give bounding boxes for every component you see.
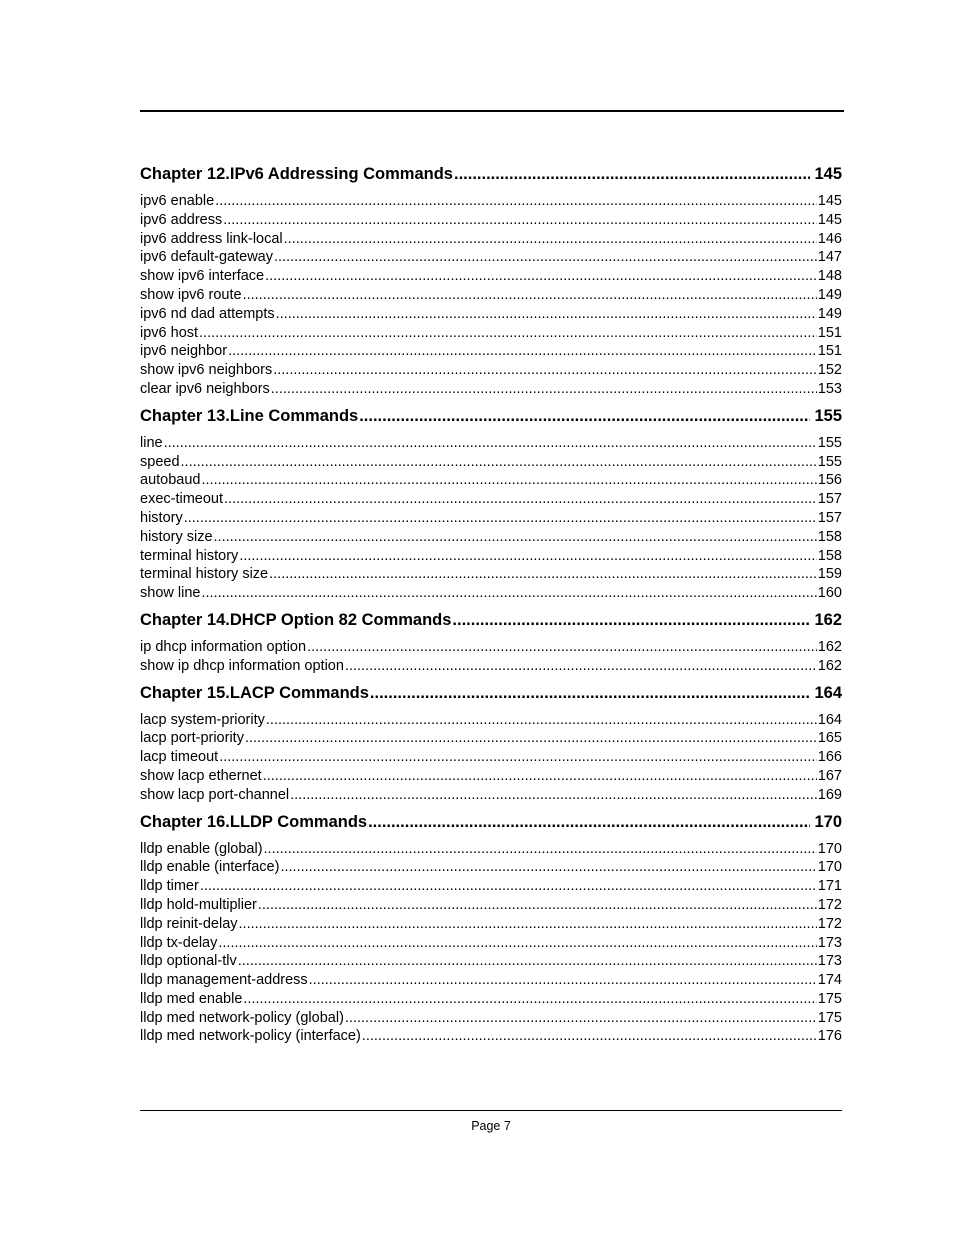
entry-title: show line (140, 585, 201, 602)
entry-title: lldp optional-tlv (140, 953, 237, 970)
dot-leader (263, 767, 817, 786)
chapter-title: Chapter 16.LLDP Commands (140, 812, 368, 831)
entry-title: lacp system-priority (140, 711, 265, 728)
entry-title: lldp timer (140, 878, 199, 895)
entry-title: show lacp port-channel (140, 786, 290, 803)
toc-entry[interactable] (140, 1027, 842, 1046)
toc-entry[interactable] (140, 211, 842, 230)
toc-entry[interactable] (140, 877, 842, 896)
dot-leader (269, 565, 817, 584)
entry-title: lldp med network-policy (global) (140, 1009, 344, 1026)
toc-entry[interactable] (140, 248, 842, 267)
dot-leader (276, 305, 817, 324)
entry-page-number: 152 (817, 362, 842, 379)
entry-page-number: 165 (817, 730, 842, 747)
toc-entry[interactable] (140, 528, 842, 547)
chapter-heading[interactable] (140, 607, 842, 633)
dot-leader (266, 711, 817, 730)
chapter-page-number: 155 (814, 406, 842, 425)
dot-leader (345, 1009, 817, 1028)
entry-page-number: 175 (817, 1009, 842, 1026)
toc-entry[interactable] (140, 638, 842, 657)
entry-title: autobaud (140, 472, 201, 489)
entry-page-number: 160 (817, 585, 842, 602)
toc-chapter (140, 680, 842, 805)
toc-entry[interactable] (140, 990, 842, 1009)
entry-title: ipv6 neighbor (140, 343, 228, 360)
toc-entry[interactable] (140, 786, 842, 805)
dot-leader (201, 471, 816, 490)
dot-leader (452, 607, 810, 633)
toc-entry[interactable] (140, 657, 842, 676)
entry-title: show ipv6 interface (140, 268, 265, 285)
toc-chapter (140, 809, 842, 1047)
entry-title: show ipv6 neighbors (140, 362, 273, 379)
dot-leader (370, 680, 811, 706)
dot-leader (184, 509, 817, 528)
entry-page-number: 171 (817, 878, 842, 895)
dot-leader (280, 858, 816, 877)
entry-title: ipv6 host (140, 324, 199, 341)
dot-leader (359, 403, 810, 429)
toc-entry[interactable] (140, 380, 842, 399)
toc-entry[interactable] (140, 971, 842, 990)
dot-leader (219, 748, 817, 767)
toc-entry[interactable] (140, 509, 842, 528)
dot-leader (273, 361, 817, 380)
dot-leader (245, 729, 817, 748)
dot-leader (264, 840, 817, 859)
entry-page-number: 176 (817, 1028, 842, 1045)
chapter-title: Chapter 15.LACP Commands (140, 683, 369, 702)
entry-title: terminal history (140, 547, 239, 564)
entry-title: lldp enable (interface) (140, 859, 280, 876)
chapter-page-number: 164 (814, 683, 842, 702)
entry-title: ipv6 nd dad attempts (140, 305, 275, 322)
dot-leader (239, 915, 817, 934)
entry-page-number: 147 (817, 249, 842, 266)
entry-page-number: 170 (817, 840, 842, 857)
toc-entry[interactable] (140, 230, 842, 249)
dot-leader (239, 547, 816, 566)
entry-page-number: 156 (817, 472, 842, 489)
entry-page-number: 155 (817, 453, 842, 470)
entry-title: lldp med enable (140, 990, 243, 1007)
entry-page-number: 153 (817, 380, 842, 397)
header-rule (140, 110, 844, 112)
entry-page-number: 155 (817, 434, 842, 451)
toc-entry[interactable] (140, 915, 842, 934)
entry-page-number: 145 (817, 193, 842, 209)
dot-leader (215, 192, 817, 211)
entry-title: show ipv6 route (140, 286, 242, 303)
entry-title: show lacp ethernet (140, 767, 262, 784)
dot-leader (345, 657, 817, 676)
dot-leader (258, 896, 817, 915)
entry-page-number: 164 (817, 711, 842, 728)
dot-leader (223, 211, 817, 230)
entry-title: ipv6 default-gateway (140, 249, 273, 266)
dot-leader (362, 1027, 817, 1046)
toc-entry[interactable] (140, 934, 842, 953)
toc-entry[interactable] (140, 361, 842, 380)
dot-leader (274, 248, 817, 267)
dot-leader (181, 453, 817, 472)
chapter-heading[interactable] (140, 809, 842, 835)
entry-title: lldp med network-policy (interface) (140, 1028, 361, 1045)
toc-entry[interactable] (140, 896, 842, 915)
dot-leader (201, 584, 816, 603)
chapter-page-number: 145 (814, 165, 842, 183)
entry-page-number: 167 (817, 767, 842, 784)
entry-page-number: 158 (817, 528, 842, 545)
entry-title: ipv6 address link-local (140, 230, 283, 247)
entry-title: speed (140, 453, 180, 470)
toc-entry[interactable] (140, 192, 842, 211)
entry-page-number: 157 (817, 509, 842, 526)
entry-title: lacp port-priority (140, 730, 244, 747)
dot-leader (290, 786, 817, 805)
toc-entry[interactable] (140, 767, 842, 786)
entry-title: ipv6 enable (140, 193, 215, 209)
dot-leader (265, 267, 817, 286)
entry-page-number: 157 (817, 491, 842, 508)
entry-page-number: 146 (817, 230, 842, 247)
entry-page-number: 175 (817, 990, 842, 1007)
toc-entry[interactable] (140, 324, 842, 343)
toc-entry[interactable] (140, 547, 842, 566)
chapter-title: Chapter 14.DHCP Option 82 Commands (140, 610, 452, 629)
entry-title: lldp tx-delay (140, 934, 218, 951)
entry-title: lacp timeout (140, 749, 219, 766)
toc-entry[interactable] (140, 305, 842, 324)
entry-title: history size (140, 528, 213, 545)
toc-entry[interactable] (140, 286, 842, 305)
entry-page-number: 172 (817, 896, 842, 913)
entry-page-number: 166 (817, 749, 842, 766)
entry-page-number: 151 (817, 324, 842, 341)
toc-chapter (140, 403, 842, 603)
page-number: Page 7 (471, 1119, 511, 1133)
entry-title: lldp management-address (140, 972, 308, 989)
chapter-page-number: 162 (814, 610, 842, 629)
dot-leader (284, 230, 817, 249)
table-of-contents (140, 161, 842, 1050)
entry-page-number: 162 (817, 657, 842, 674)
toc-entry[interactable] (140, 471, 842, 490)
dot-leader (309, 971, 817, 990)
entry-title: ipv6 address (140, 211, 223, 228)
dot-leader (200, 877, 817, 896)
toc-entry[interactable] (140, 840, 842, 859)
toc-entry[interactable] (140, 748, 842, 767)
dot-leader (218, 934, 816, 953)
entry-page-number: 170 (817, 859, 842, 876)
entry-title: show ip dhcp information option (140, 657, 344, 674)
entry-title: lldp enable (global) (140, 840, 263, 857)
entry-title: clear ipv6 neighbors (140, 380, 270, 397)
entry-title: lldp hold-multiplier (140, 896, 257, 913)
footer-rule (140, 1110, 842, 1111)
toc-entry[interactable] (140, 584, 842, 603)
entry-title: line (140, 434, 163, 451)
chapter-heading[interactable] (140, 680, 842, 706)
dot-leader (454, 161, 810, 187)
chapter-page-number: 170 (814, 812, 842, 831)
entry-title: lldp reinit-delay (140, 915, 238, 932)
toc-chapter (140, 607, 842, 676)
dot-leader (224, 490, 817, 509)
toc-entry[interactable] (140, 1009, 842, 1028)
dot-leader (214, 528, 817, 547)
entry-page-number: 158 (817, 547, 842, 564)
chapter-title: Chapter 12.IPv6 Addressing Commands (140, 165, 453, 183)
entry-page-number: 169 (817, 786, 842, 803)
toc-entry[interactable] (140, 858, 842, 877)
dot-leader (243, 990, 816, 1009)
toc-entry[interactable] (140, 453, 842, 472)
dot-leader (368, 809, 810, 835)
entry-title: history (140, 509, 183, 526)
entry-page-number: 174 (817, 972, 842, 989)
entry-page-number: 173 (817, 934, 842, 951)
entry-title: exec-timeout (140, 491, 224, 508)
toc-entry[interactable] (140, 565, 842, 584)
toc-entry[interactable] (140, 434, 842, 453)
entry-page-number: 173 (817, 953, 842, 970)
entry-page-number: 151 (817, 343, 842, 360)
dot-leader (164, 434, 817, 453)
entry-page-number: 145 (817, 211, 842, 228)
toc-entry[interactable] (140, 952, 842, 971)
entry-page-number: 172 (817, 915, 842, 932)
entry-page-number: 162 (817, 638, 842, 655)
toc-chapter (140, 161, 842, 399)
dot-leader (271, 380, 817, 399)
toc-entry[interactable] (140, 711, 842, 730)
dot-leader (228, 342, 817, 361)
entry-title: ip dhcp information option (140, 638, 307, 655)
dot-leader (307, 638, 817, 657)
entry-page-number: 159 (817, 566, 842, 583)
chapter-heading[interactable] (140, 161, 842, 187)
dot-leader (199, 324, 817, 343)
dot-leader (238, 952, 817, 971)
toc-entry[interactable] (140, 342, 842, 361)
toc-entry[interactable] (140, 267, 842, 286)
entry-page-number: 149 (817, 305, 842, 322)
chapter-title: Chapter 13.Line Commands (140, 406, 359, 425)
entry-page-number: 148 (817, 268, 842, 285)
toc-entry[interactable] (140, 490, 842, 509)
entry-title: terminal history size (140, 566, 269, 583)
chapter-heading[interactable] (140, 403, 842, 429)
entry-page-number: 149 (817, 286, 842, 303)
dot-leader (243, 286, 817, 305)
toc-entry[interactable] (140, 729, 842, 748)
